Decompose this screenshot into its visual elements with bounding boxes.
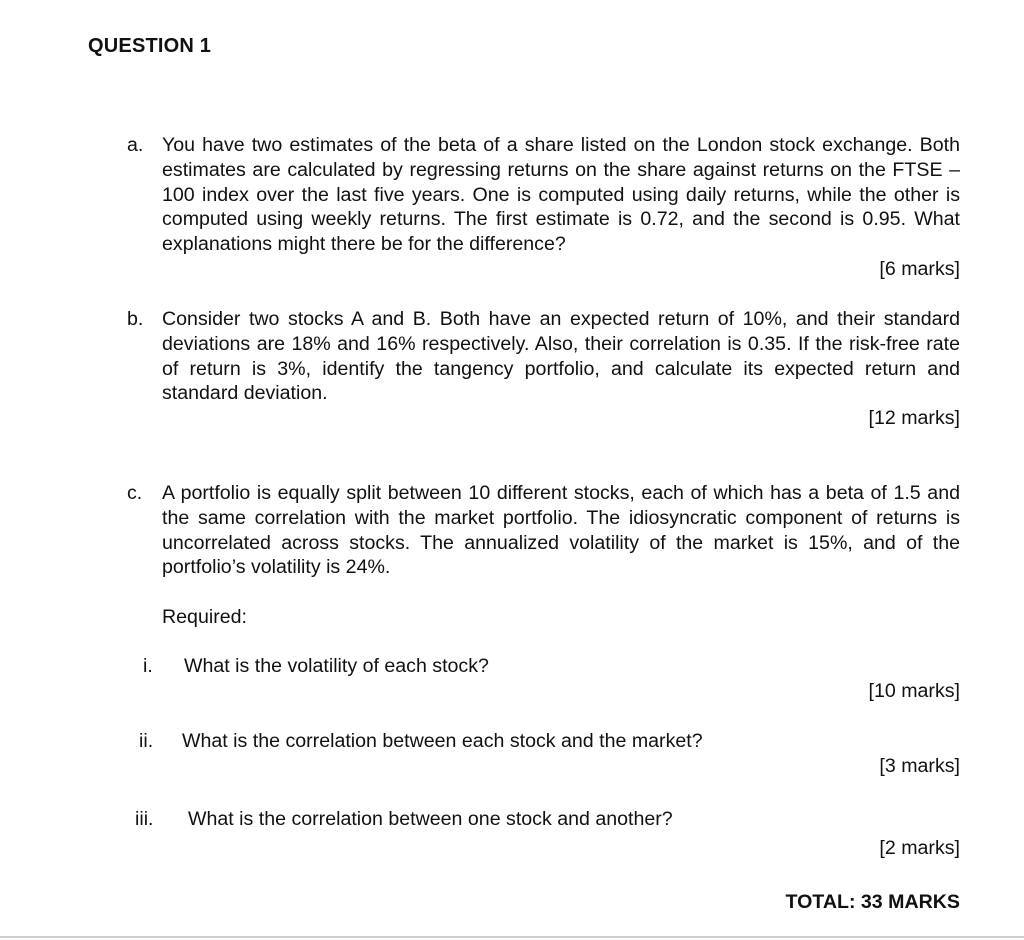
page-bottom-divider xyxy=(0,936,1024,938)
part-b-text: Consider two stocks A and B. Both have an expected return of 10%, and their standard deviations are 18% and 16% respectively. Also, their correlation is 0.35. If the risk-free rate of return is 3%, identify the tangency portfolio, and calculate its expected return and standard deviation. xyxy=(162,308,960,405)
subpart-i-marks: [10 marks] xyxy=(868,680,960,702)
subpart-ii-marks: [3 marks] xyxy=(879,755,960,777)
part-a-marks: [6 marks] xyxy=(879,258,960,280)
required-label: Required: xyxy=(162,606,247,628)
question-title: QUESTION 1 xyxy=(88,35,212,57)
subpart-ii-text: What is the correlation between each stock and the market? xyxy=(182,730,703,752)
subpart-iii-marks: [2 marks] xyxy=(879,837,960,859)
total-marks: TOTAL: 33 MARKS xyxy=(785,891,960,913)
part-a-text: You have two estimates of the beta of a share listed on the London stock exchange. Both estimates are calculated by regressing returns on the share against returns on the FTSE –100 index over the last five years. One is computed using daily returns, while the other is computed using weekly returns. The first estimate is 0.72, and the second is 0.95. What explanations might there be for the difference? xyxy=(162,134,960,256)
subpart-iii-text: What is the correlation between one stock and another? xyxy=(188,808,673,830)
subpart-i-text: What is the volatility of each stock? xyxy=(184,655,489,677)
subpart-i-label: i. xyxy=(143,655,153,677)
part-a-label: a. xyxy=(127,134,144,156)
subpart-iii-label: iii. xyxy=(135,808,154,830)
part-b-marks: [12 marks] xyxy=(868,407,960,429)
subpart-ii-label: ii. xyxy=(139,730,154,752)
part-b-label: b. xyxy=(127,308,144,330)
part-c-text: A portfolio is equally split between 10 different stocks, each of which has a beta of 1.5 and the same correlation with the market portfolio. The idiosyncratic component of returns is uncorrelated across stocks. The annualized volatility of the market is 15%, and of the portfolio’s volatility is 24%. xyxy=(162,482,960,579)
part-c-label: c. xyxy=(127,482,143,504)
